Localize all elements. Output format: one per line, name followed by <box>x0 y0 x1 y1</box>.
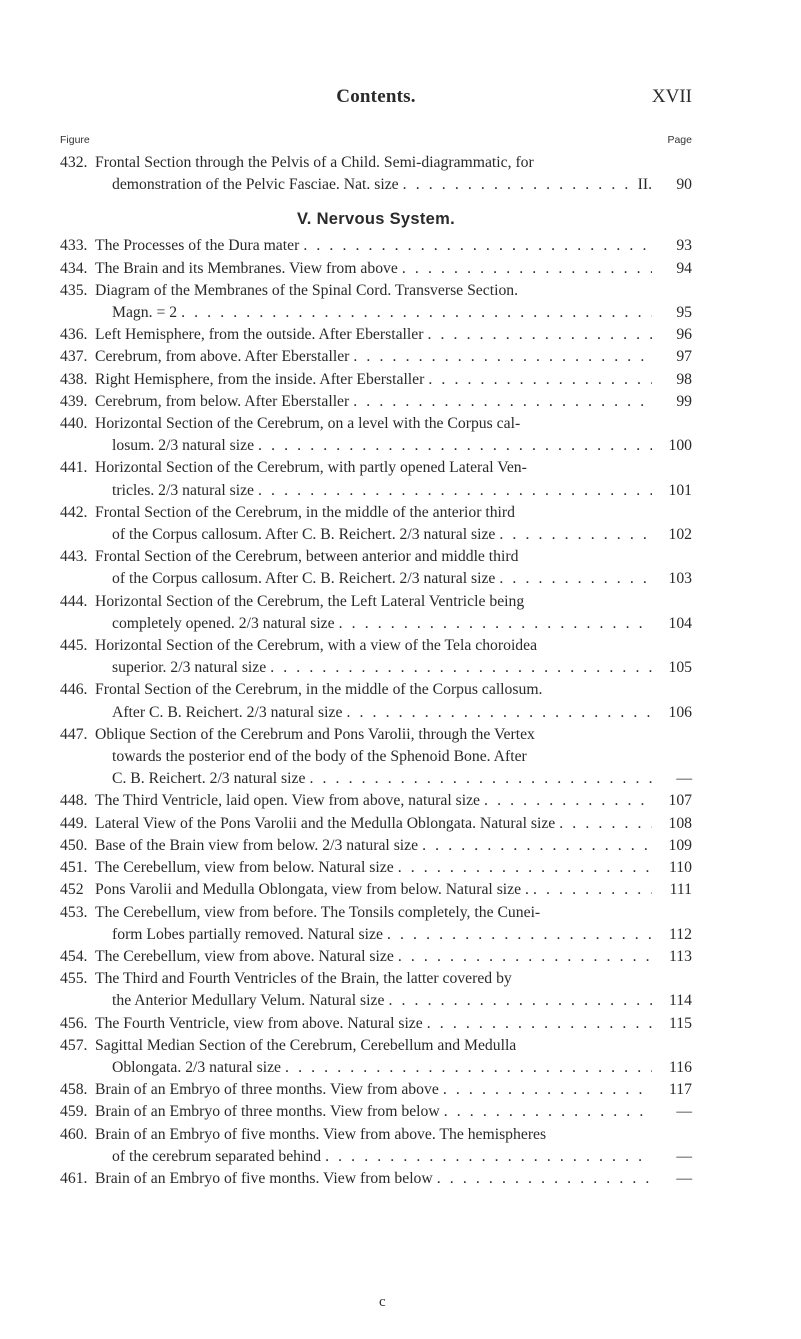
page-number: 117 <box>669 1081 692 1099</box>
entry-text: Cerebrum, from below. After Eberstaller <box>95 392 350 410</box>
entry-line <box>95 946 652 968</box>
entry-line <box>95 502 652 524</box>
page-number: 104 <box>668 614 692 632</box>
page-number: 115 <box>669 1014 692 1032</box>
section-heading: V. Nervous System. <box>297 210 455 229</box>
page-number: 106 <box>668 703 692 721</box>
page-number: 107 <box>668 792 692 810</box>
entry-text: The Cerebellum, view from above. Natural size <box>95 947 394 965</box>
entry-line <box>95 702 652 724</box>
running-head-title: Contents. <box>336 86 416 107</box>
dot-leader <box>383 924 652 946</box>
entry-text: superior. 2/3 natural size <box>112 659 267 677</box>
figure-number: 461. <box>60 1169 88 1187</box>
dot-leader <box>495 568 652 590</box>
entry-text: Frontal Section of the Cerebrum, between anterior and middle third <box>95 548 519 566</box>
toc-entry <box>60 968 692 1012</box>
column-headings <box>60 134 692 150</box>
entry-text: Pons Varolii and Medulla Oblongata, view from below. Natural size . <box>95 881 529 899</box>
entry-line <box>95 835 652 857</box>
page-number: — <box>676 1169 692 1187</box>
page-number: 108 <box>668 814 692 832</box>
toc-entry <box>60 1101 692 1123</box>
toc-entry <box>60 346 692 368</box>
figure-number: 440. <box>60 415 88 433</box>
toc-entry <box>60 324 692 346</box>
entry-text: Left Hemisphere, from the outside. After Eberstaller <box>95 326 424 344</box>
toc-entry <box>60 280 692 324</box>
entry-line <box>95 879 652 901</box>
figure-number: 439. <box>60 392 88 410</box>
entry-line <box>95 657 652 679</box>
entry-line <box>95 902 652 924</box>
toc-entry <box>60 1013 692 1035</box>
entry-line <box>95 857 652 879</box>
dot-leader <box>384 990 652 1012</box>
toc-entry <box>60 457 692 501</box>
dot-leader <box>399 174 638 196</box>
toc-entry <box>60 879 692 901</box>
entry-line <box>95 591 652 613</box>
page-number: 98 <box>676 370 692 388</box>
entry-line <box>95 369 652 391</box>
figure-number: 457. <box>60 1036 88 1054</box>
toc-entry <box>60 546 692 590</box>
entry-text: of the cerebrum separated behind <box>112 1147 322 1165</box>
entry-line <box>95 324 652 346</box>
dot-leader <box>440 1101 652 1123</box>
page-number: 96 <box>676 326 692 344</box>
figure-number: 448. <box>60 792 88 810</box>
dot-leader <box>335 613 652 635</box>
page-number: 109 <box>668 836 692 854</box>
entry-text: completely opened. 2/3 natural size <box>112 614 335 632</box>
figure-number: 458. <box>60 1081 88 1099</box>
entry-text: Lateral View of the Pons Varolii and the Medulla Oblongata. Natural size <box>95 814 556 832</box>
figure-number: 446. <box>60 681 88 699</box>
entry-text: of the Corpus callosum. After C. B. Reichert. 2/3 natural size <box>112 526 496 544</box>
entry-text: Oblique Section of the Cerebrum and Pons Varolii, through the Vertex <box>95 725 535 743</box>
page-number: — <box>676 1103 692 1121</box>
entry-text: The Fourth Ventricle, view from above. Natural size <box>95 1014 423 1032</box>
entry-text: The Brain and its Membranes. View from above <box>95 259 398 277</box>
entry-line <box>95 1013 652 1035</box>
figure-number: 442. <box>60 503 88 521</box>
page-number: — <box>676 770 692 788</box>
entry-text: Horizontal Section of the Cerebrum, with a view of the Tela choroidea <box>95 637 538 655</box>
toc-entry <box>60 152 692 196</box>
toc-entry <box>60 391 692 413</box>
figure-number: 459. <box>60 1103 88 1121</box>
dot-leader <box>177 302 652 324</box>
dot-leader <box>529 879 652 901</box>
entry-text: tricles. 2/3 natural size <box>112 481 255 499</box>
entry-text: Brain of an Embryo of three months. View from above <box>95 1081 439 1099</box>
figure-number: 460. <box>60 1125 88 1143</box>
dot-leader <box>254 480 652 502</box>
page-column-heading: Page <box>667 134 692 146</box>
toc-entry <box>60 902 692 946</box>
page-number: 100 <box>668 437 692 455</box>
page-number: 105 <box>668 659 692 677</box>
dot-leader <box>418 835 652 857</box>
entry-text: The Third and Fourth Ventricles of the Brain, the latter covered by <box>95 970 512 988</box>
entry-line <box>95 1101 652 1123</box>
entry-text: Cerebrum, from above. After Eberstaller <box>95 348 350 366</box>
toc-entries <box>60 235 692 1190</box>
page-number: 114 <box>669 992 692 1010</box>
entry-text: Brain of an Embryo of three months. View from below <box>95 1103 440 1121</box>
entry-text: C. B. Reichert. 2/3 natural size <box>112 770 306 788</box>
figure-column-heading: Figure <box>60 134 90 146</box>
figure-number: 436. <box>60 326 88 344</box>
entry-line <box>95 480 652 502</box>
signature-mark: c <box>379 1294 386 1310</box>
figure-number: 443. <box>60 548 88 566</box>
entry-text: The Processes of the Dura mater <box>95 237 300 255</box>
dot-leader <box>305 768 652 790</box>
entry-line <box>95 1057 652 1079</box>
entry-text: Frontal Section of the Cerebrum, in the middle of the anterior third <box>95 503 515 521</box>
entry-text: Frontal Section of the Cerebrum, in the middle of the Corpus callosum. <box>95 681 543 699</box>
entry-text: Oblongata. 2/3 natural size <box>112 1058 282 1076</box>
dot-leader <box>398 258 652 280</box>
dot-leader <box>349 391 652 413</box>
entry-text: Horizontal Section of the Cerebrum, the Left Lateral Ventricle being <box>95 592 525 610</box>
entry-line <box>95 1079 652 1101</box>
entry-text: The Third Ventricle, laid open. View from above, natural size <box>95 792 481 810</box>
toc-entry <box>60 857 692 879</box>
entry-line <box>95 679 652 701</box>
dot-leader <box>321 1146 652 1168</box>
entry-line <box>95 1168 652 1190</box>
entry-line <box>95 258 652 280</box>
toc-entry <box>60 724 692 791</box>
entry-line <box>95 280 652 302</box>
entry-line <box>95 568 652 590</box>
entry-text: Sagittal Median Section of the Cerebrum, Cerebellum and Medulla <box>95 1036 517 1054</box>
entry-line <box>95 546 652 568</box>
figure-number: 456. <box>60 1014 88 1032</box>
running-head-page-number: XVII <box>651 86 692 107</box>
page-number: 102 <box>668 526 692 544</box>
page-number: 112 <box>669 925 692 943</box>
toc-entry <box>60 369 692 391</box>
entry-text: Horizontal Section of the Cerebrum, with partly opened Lateral Ven- <box>95 459 527 477</box>
dot-leader <box>495 524 652 546</box>
entry-text: Brain of an Embryo of five months. View from above. The hemispheres <box>95 1125 547 1143</box>
dot-leader <box>433 1168 652 1190</box>
toc-entry <box>60 835 692 857</box>
entry-line: demonstration of the Pelvic Fasciae. Nat. size . . . II. <box>95 174 652 196</box>
toc-entry <box>60 1035 692 1079</box>
toc-entry <box>60 258 692 280</box>
dot-leader <box>439 1079 652 1101</box>
entry-text: of the Corpus callosum. After C. B. Reichert. 2/3 natural size <box>112 570 496 588</box>
toc-entry <box>60 502 692 546</box>
toc-entry <box>60 1168 692 1190</box>
entry-text: After C. B. Reichert. 2/3 natural size <box>112 703 343 721</box>
figure-number: 452 <box>60 881 84 899</box>
entry-text: losum. 2/3 natural size <box>112 437 255 455</box>
figure-number: 450. <box>60 836 88 854</box>
dot-leader <box>342 702 652 724</box>
figure-number: 437. <box>60 348 88 366</box>
figure-number: 455. <box>60 970 88 988</box>
figure-number: 438. <box>60 370 88 388</box>
entry-text: the Anterior Medullary Velum. Natural size <box>112 992 385 1010</box>
dot-leader <box>254 435 652 457</box>
toc-entry <box>60 413 692 457</box>
dot-leader <box>349 346 652 368</box>
entry-line <box>95 457 652 479</box>
page-number: — <box>676 1147 692 1165</box>
entry-line <box>95 413 652 435</box>
dot-leader <box>394 857 652 879</box>
entry-text: Diagram of the Membranes of the Spinal Cord. Transverse Section. <box>95 281 519 299</box>
entry-text: towards the posterior end of the body of the Sphenoid Bone. After <box>112 748 527 766</box>
entry-line <box>95 346 652 368</box>
entry-text: Magn. = 2 <box>112 304 178 322</box>
entry-line <box>95 524 652 546</box>
entry-line <box>95 235 652 257</box>
toc-entry <box>60 235 692 257</box>
entry-line <box>95 968 652 990</box>
toc-entry <box>60 1124 692 1168</box>
dot-leader <box>394 946 652 968</box>
dot-leader <box>423 1013 652 1035</box>
toc-entry <box>60 946 692 968</box>
toc-entry <box>60 790 692 812</box>
dot-leader <box>281 1057 652 1079</box>
entry-line <box>95 746 652 768</box>
entry-text: form Lobes partially removed. Natural size <box>112 925 383 943</box>
toc-entry <box>60 591 692 635</box>
entry-line <box>95 613 652 635</box>
toc-entry <box>60 1079 692 1101</box>
entry-line <box>95 302 652 324</box>
part-numeral: II. <box>637 176 652 194</box>
entry-text: The Cerebellum, view from below. Natural size <box>95 859 394 877</box>
page-number: 90 <box>676 176 692 194</box>
figure-number: 449. <box>60 814 88 832</box>
dot-leader <box>424 369 652 391</box>
page-number: 101 <box>668 481 692 499</box>
dot-leader <box>266 657 652 679</box>
entry-line <box>95 813 652 835</box>
dot-leader <box>423 324 652 346</box>
figure-number: 445. <box>60 637 88 655</box>
entry-line <box>95 768 652 790</box>
figure-number: 444. <box>60 592 88 610</box>
entry-line <box>95 1035 652 1057</box>
entry-line: Frontal Section through the Pelvis of a Child. Semi-diagrammatic, for <box>95 154 534 171</box>
entry-line <box>95 1124 652 1146</box>
entry-line <box>95 990 652 1012</box>
figure-number: 432. <box>60 154 88 171</box>
figure-number: 435. <box>60 281 88 299</box>
page-number: 93 <box>676 237 692 255</box>
entry-line <box>95 391 652 413</box>
figure-number: 433. <box>60 237 88 255</box>
figure-number: 434. <box>60 259 88 277</box>
entry-line <box>95 1146 652 1168</box>
toc-entry <box>60 635 692 679</box>
page-number: 116 <box>669 1058 692 1076</box>
entry-line <box>95 924 652 946</box>
figure-number: 451. <box>60 859 88 877</box>
page-number: 99 <box>676 392 692 410</box>
toc-entry <box>60 813 692 835</box>
dot-leader <box>480 790 652 812</box>
page-number: 111 <box>669 881 692 899</box>
figure-number: 453. <box>60 903 88 921</box>
entry-line <box>95 435 652 457</box>
page-number: 94 <box>676 259 692 277</box>
page-number: 113 <box>669 947 692 965</box>
figure-number: 454. <box>60 947 88 965</box>
entry-line <box>95 790 652 812</box>
figure-number: 441. <box>60 459 88 477</box>
running-head <box>60 86 692 112</box>
page-number: 95 <box>676 304 692 322</box>
toc-entry <box>60 679 692 723</box>
entry-line <box>95 724 652 746</box>
entry-text: Horizontal Section of the Cerebrum, on a level with the Corpus cal- <box>95 415 521 433</box>
dot-leader <box>299 235 652 257</box>
page-number: 103 <box>668 570 692 588</box>
entry-text: Base of the Brain view from below. 2/3 natural size <box>95 836 419 854</box>
contents-page <box>60 86 692 1190</box>
entry-text: Right Hemisphere, from the inside. After Eberstaller <box>95 370 425 388</box>
entry-text: Brain of an Embryo of five months. View from below <box>95 1169 433 1187</box>
figure-number: 447. <box>60 725 88 743</box>
entry-line <box>95 635 652 657</box>
entry-text: The Cerebellum, view from before. The Tonsils completely, the Cunei- <box>95 903 541 921</box>
page-number: 110 <box>669 859 692 877</box>
page-number: 97 <box>676 348 692 366</box>
dot-leader <box>555 813 652 835</box>
